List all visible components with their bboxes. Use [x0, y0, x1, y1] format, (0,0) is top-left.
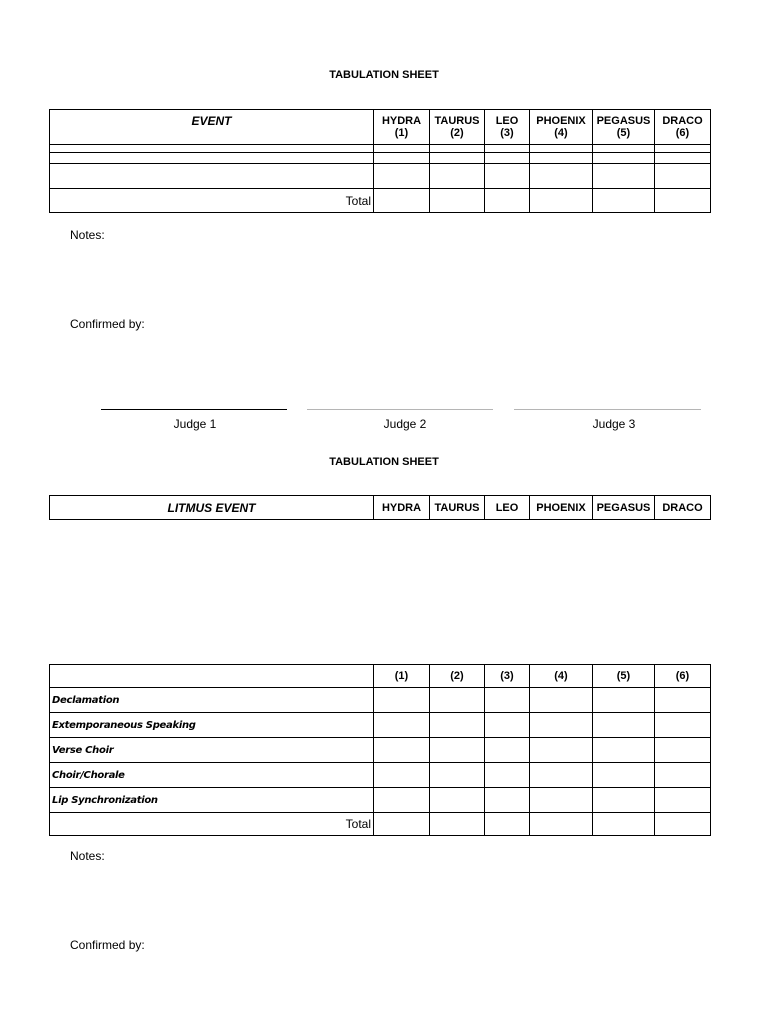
team-header-pegasus: PEGASUS: [593, 496, 655, 520]
team-number-2: (2): [430, 665, 485, 688]
team-header-draco: DRACO: [655, 496, 711, 520]
table-row: [50, 738, 711, 763]
table-row: [50, 763, 711, 788]
team-number-1: (1): [374, 665, 430, 688]
table-row: [50, 788, 711, 813]
team-header-taurus: TAURUS (2): [430, 110, 485, 145]
table-row: [50, 164, 711, 189]
team-number-4: (4): [530, 665, 593, 688]
total-label: Total: [50, 189, 374, 213]
team-header-phoenix: PHOENIX: [530, 496, 593, 520]
litmus-event-header: LITMUS EVENT: [50, 496, 374, 520]
sheet2-title: TABULATION SHEET: [329, 456, 439, 468]
table-row: [50, 688, 711, 713]
confirmed-label: Confirmed by:: [70, 317, 145, 331]
team-header-phoenix: PHOENIX (4): [530, 110, 593, 145]
team-number-5: (5): [593, 665, 655, 688]
event-lip-synchronization: Lip Synchronization: [50, 788, 374, 813]
event-choir-chorale: Choir/Chorale: [50, 763, 374, 788]
team-number-6: (6): [655, 665, 711, 688]
team-header-pegasus: PEGASUS (5): [593, 110, 655, 145]
sheet1-title: TABULATION SHEET: [329, 69, 439, 81]
sheet2-header-table: [49, 495, 711, 520]
event-header: EVENT: [50, 110, 374, 145]
judge2-label: Judge 2: [383, 417, 427, 431]
judge2-signature-line[interactable]: [307, 409, 493, 410]
total-label: Total: [50, 813, 374, 836]
team-header-leo: LEO (3): [485, 110, 530, 145]
team-header-taurus: TAURUS: [430, 496, 485, 520]
event-extemporaneous-speaking: Extemporaneous Speaking: [50, 713, 374, 738]
confirmed-label: Confirmed by:: [70, 938, 145, 952]
team-header-hydra: HYDRA (1): [374, 110, 430, 145]
team-number-3: (3): [485, 665, 530, 688]
total-row: [50, 813, 711, 836]
event-declamation: Declamation: [50, 688, 374, 713]
judge3-label: Judge 3: [592, 417, 636, 431]
judge1-signature-line[interactable]: [101, 409, 287, 410]
notes-label: Notes:: [70, 849, 105, 863]
judge3-signature-line[interactable]: [514, 409, 701, 410]
event-verse-choir: Verse Choir: [50, 738, 374, 763]
sheet1-table: [49, 109, 711, 213]
total-row: [50, 189, 711, 213]
judge1-label: Judge 1: [173, 417, 217, 431]
team-header-leo: LEO: [485, 496, 530, 520]
table-row: [50, 713, 711, 738]
sheet2-score-table: [49, 664, 711, 836]
team-header-hydra: HYDRA: [374, 496, 430, 520]
notes-label: Notes:: [70, 228, 105, 242]
table-row: [50, 153, 711, 164]
team-header-draco: DRACO (6): [655, 110, 711, 145]
table-row: [50, 145, 711, 153]
